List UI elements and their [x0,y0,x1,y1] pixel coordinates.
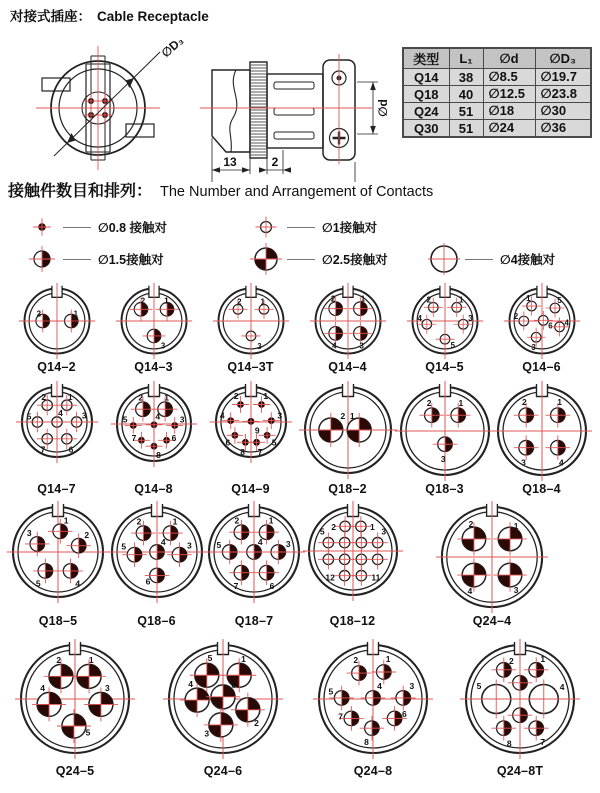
legend-label: ∅0.8 接触对 [98,221,168,235]
spec-cell: ∅23.8 [535,86,591,103]
page-title-zh: 对接式插座： [10,9,91,24]
svg-text:2: 2 [234,515,240,526]
connector-label: Q14–4 [328,360,367,374]
technical-drawing [20,24,400,182]
connector-label: Q14–5 [425,360,464,374]
svg-text:8: 8 [155,450,161,461]
connector-q24-5 [0,638,150,778]
svg-text:8: 8 [364,737,369,748]
page-title [10,5,209,25]
svg-text:2: 2 [339,411,345,422]
svg-text:1: 1 [63,515,69,526]
connector-face [459,638,581,760]
svg-text:4: 4 [75,578,81,589]
svg-text:2: 2 [521,396,527,407]
page-title-en: Cable Receptacle [97,9,209,24]
svg-text:6: 6 [225,437,230,448]
spec-cell: ∅24 [483,120,535,138]
svg-text:7: 7 [540,737,546,748]
svg-text:6: 6 [145,576,150,587]
svg-text:3: 3 [440,454,446,465]
connector-q14-7 [8,380,105,496]
connector-face [298,380,398,480]
svg-text:3: 3 [276,410,282,421]
svg-text:3: 3 [256,342,262,352]
front-view-centerlines [36,46,160,170]
connector-q14-2 [8,282,105,374]
connector-label: Q18–5 [38,614,78,628]
svg-text:2: 2 [136,516,141,527]
svg-text:3: 3 [380,526,386,537]
svg-text:2: 2 [84,529,90,540]
svg-text:3: 3 [160,341,165,351]
svg-text:5: 5 [85,727,91,738]
svg-text:6: 6 [68,444,73,455]
svg-text:4: 4 [40,683,45,694]
svg-text:2: 2 [353,655,359,666]
svg-text:1: 1 [540,654,546,665]
dim-d3-leader [54,33,186,156]
svg-text:2: 2 [140,296,145,306]
connector-face [434,500,550,614]
svg-text:4: 4 [257,537,263,548]
connector-q18-3 [396,380,493,496]
connector-face [209,380,293,464]
connector-label: Q24–6 [203,764,243,778]
svg-text:3: 3 [358,341,364,351]
connector-label: Q14–7 [37,482,76,496]
svg-text:2: 2 [56,655,62,666]
svg-text:5: 5 [207,652,213,663]
connector-q18-2 [299,380,396,496]
connector-face [403,282,487,360]
svg-text:1: 1 [88,655,94,666]
svg-text:4: 4 [219,410,225,421]
svg-text:4: 4 [57,407,63,418]
svg-text:1: 1 [349,411,355,422]
svg-text:1: 1 [525,294,531,304]
connector-label: Q14–3T [227,360,274,374]
dim-13-label: 13 [223,155,237,169]
svg-text:1: 1 [163,392,169,403]
connector-face [306,282,390,360]
svg-text:2: 2 [137,392,143,403]
svg-text:2: 2 [254,717,259,728]
spec-header: ∅d [483,48,535,69]
connector-q14-6 [493,282,590,374]
section-title [8,178,433,201]
svg-text:1: 1 [268,515,274,526]
spec-cell: ∅30 [535,103,591,120]
dim-d-label: ∅d [376,99,390,117]
legend-item-4 [428,244,555,274]
spec-cell: Q18 [403,86,449,103]
connector-face [209,282,293,360]
dim-2-label: 2 [271,155,279,169]
dim-d3-label: ∅D₃ [158,33,187,61]
svg-text:2: 2 [513,312,518,322]
svg-text:2: 2 [236,297,241,307]
svg-text:5: 5 [476,681,482,692]
connector-q18-7 [205,500,303,628]
section-title-zh: 接触件数目和排列： [8,183,153,200]
svg-text:3: 3 [204,728,210,739]
svg-text:8: 8 [506,738,512,749]
svg-text:4: 4 [559,682,565,693]
svg-text:4: 4 [154,411,160,422]
svg-text:4: 4 [558,457,564,468]
spec-header: L₁ [449,48,483,69]
connector-face [15,380,99,464]
svg-text:3: 3 [186,540,192,551]
section-title-en: The Number and Arrangement of Contacts [160,184,434,200]
connector-face [302,500,404,602]
connector-q18-12 [303,500,402,628]
legend-dash [287,227,315,228]
svg-text:1: 1 [241,654,246,665]
svg-text:12: 12 [324,572,335,583]
svg-text:7: 7 [131,433,136,444]
connector-label: Q18–12 [329,614,376,628]
spec-cell: ∅19.7 [535,69,591,86]
contact-symbol-icon [26,211,58,243]
svg-text:4: 4 [188,678,193,689]
connector-label: Q18–6 [137,614,176,628]
svg-text:2: 2 [426,295,431,305]
connector-face [500,282,584,360]
connector-face [6,500,110,604]
connector-label: Q14–9 [231,482,270,496]
svg-text:2: 2 [330,294,335,304]
svg-text:3: 3 [285,538,291,549]
svg-text:2: 2 [426,397,432,408]
legend-label: ∅2.5接触对 [322,253,388,267]
spec-cell: Q24 [403,103,449,120]
spec-header: 类型 [403,48,449,69]
legend-item-1_5 [26,244,164,274]
svg-text:3: 3 [520,457,526,468]
legend-label: ∅1.5接触对 [98,253,164,267]
connector-q14-3 [105,282,202,374]
svg-text:1: 1 [67,391,73,402]
connector-face [394,380,496,482]
svg-text:1: 1 [360,294,365,304]
legend-dash [465,259,493,260]
connector-q18-4 [493,380,590,496]
spec-row [403,120,591,138]
connector-label: Q24–4 [472,614,512,628]
svg-text:1: 1 [260,297,265,307]
spec-row [403,86,591,103]
svg-text:1: 1 [556,396,562,407]
svg-text:2: 2 [36,309,41,319]
svg-text:7: 7 [40,444,45,455]
connector-q14-9 [202,380,299,496]
svg-text:3: 3 [81,410,87,421]
spec-header: ∅D₃ [535,48,591,69]
svg-text:6: 6 [401,709,407,720]
connector-label: Q14–6 [522,360,561,374]
svg-text:3: 3 [179,414,184,425]
spec-cell: ∅18 [483,103,535,120]
legend-item-2_5 [250,244,388,274]
contact-symbol-icon [428,243,460,275]
svg-text:6: 6 [547,321,553,331]
spec-cell: 38 [449,69,483,86]
svg-text:3: 3 [105,683,110,694]
contact-symbol-icon [26,243,58,275]
connector-face [14,638,136,760]
spec-cell: ∅36 [535,120,591,138]
svg-text:4: 4 [331,341,337,351]
svg-text:1: 1 [385,654,391,665]
svg-text:1: 1 [369,522,375,533]
connector-face [202,500,306,604]
legend-dash [63,259,91,260]
svg-text:11: 11 [370,572,380,583]
connector-q24-8 [296,638,450,778]
connector-label: Q18–3 [425,482,464,496]
spec-cell: 40 [449,86,483,103]
connector-face [110,380,198,468]
legend-dash [63,227,91,228]
connector-q14-5 [396,282,493,374]
spec-cell: ∅8.5 [483,69,535,86]
connector-q24-4 [402,500,582,628]
svg-text:3: 3 [26,528,32,539]
svg-text:1: 1 [513,520,519,531]
connector-row-4 [0,638,590,778]
svg-text:1: 1 [172,516,177,527]
svg-text:3: 3 [467,314,473,324]
svg-text:2: 2 [233,391,239,402]
connector-row-1 [8,282,590,374]
connector-face [15,282,99,360]
contact-symbol-icon [250,211,282,243]
svg-text:5: 5 [26,411,31,422]
spec-row [403,103,591,120]
svg-text:7: 7 [338,711,343,722]
legend-label: ∅1接触对 [322,221,378,235]
connector-face [312,638,434,760]
svg-text:6: 6 [269,581,275,592]
svg-text:5: 5 [120,541,126,552]
connector-row-3 [8,500,582,628]
legend-item-1 [250,212,377,242]
svg-text:5: 5 [35,578,41,589]
connector-label: Q24–8T [496,764,544,778]
svg-text:1: 1 [73,309,78,319]
connector-label: Q24–5 [55,764,95,778]
spec-cell: Q30 [403,120,449,138]
legend-dash [287,259,315,260]
svg-text:3: 3 [530,342,536,352]
legend-item-0_8 [26,212,167,242]
svg-text:1: 1 [163,296,169,306]
svg-text:2: 2 [468,518,474,529]
svg-text:4: 4 [564,318,569,328]
connector-face [491,380,593,482]
svg-text:6: 6 [231,679,237,690]
svg-text:2: 2 [330,522,336,533]
svg-text:1: 1 [458,295,463,305]
connector-q14-8 [105,380,202,496]
spec-cell: 51 [449,120,483,138]
spec-table [402,47,592,138]
svg-text:5: 5 [122,414,128,425]
svg-text:4: 4 [467,586,473,597]
connector-label: Q14–3 [134,360,173,374]
spec-cell: 51 [449,103,483,120]
svg-text:4: 4 [416,314,422,324]
svg-text:5: 5 [271,437,276,448]
connector-label: Q24–8 [353,764,393,778]
legend-label: ∅4接触对 [500,253,556,267]
svg-text:3: 3 [513,585,519,596]
svg-text:9: 9 [254,425,260,436]
svg-text:2: 2 [40,391,46,402]
svg-text:5: 5 [319,526,325,537]
svg-text:7: 7 [257,447,262,458]
connector-q18-5 [8,500,108,628]
svg-text:8: 8 [239,447,245,458]
connector-label: Q18–4 [522,482,561,496]
connector-label: Q14–8 [134,482,173,496]
connector-face [105,500,209,604]
connector-label: Q14–2 [37,360,76,374]
spec-cell: ∅12.5 [483,86,535,103]
svg-text:5: 5 [556,295,562,305]
connector-label: Q18–2 [328,482,367,496]
svg-text:5: 5 [450,340,455,350]
connector-face [162,638,284,760]
connector-q14-4 [299,282,396,374]
connector-label: Q18–7 [234,614,274,628]
spec-cell: Q14 [403,69,449,86]
contact-symbol-icon [250,243,282,275]
svg-text:5: 5 [216,539,222,550]
connector-face [112,282,196,360]
svg-text:5: 5 [328,686,334,697]
side-view [212,60,355,160]
svg-text:1: 1 [262,391,268,402]
svg-text:6: 6 [171,433,176,444]
svg-text:4: 4 [377,681,382,692]
spec-row [403,69,591,86]
svg-text:7: 7 [233,581,239,592]
svg-text:3: 3 [409,681,415,692]
connector-q14-3t [202,282,299,374]
connector-q24-6 [150,638,296,778]
connector-row-2 [8,380,590,496]
connector-q24-8t [450,638,590,778]
svg-text:1: 1 [457,397,463,408]
connector-q18-6 [108,500,205,628]
svg-text:4: 4 [160,537,166,548]
svg-text:2: 2 [508,656,514,667]
